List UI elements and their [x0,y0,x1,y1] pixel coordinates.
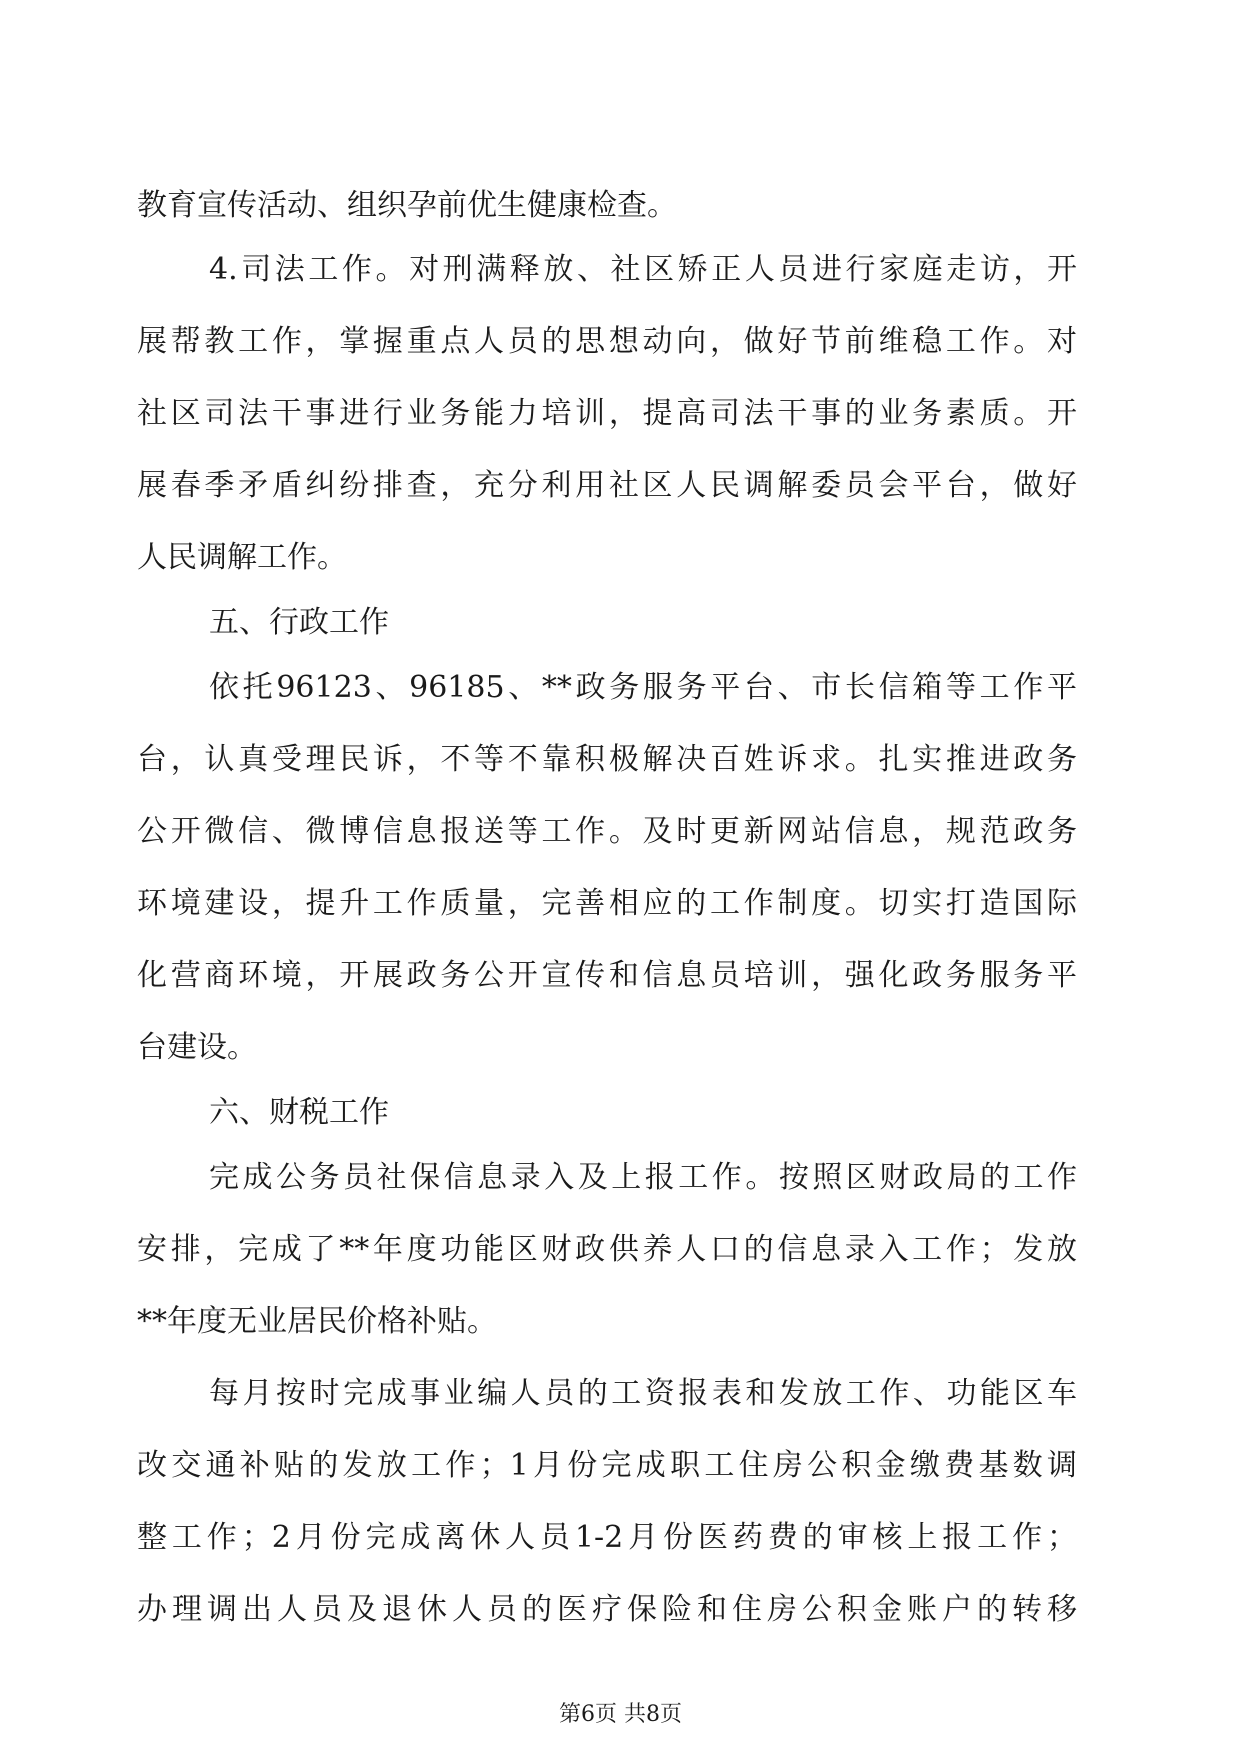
body-line: 整工作；2月份完成离休人员1-2月份医药费的审核上报工作； [137,1520,1077,1555]
body-line: 改交通补贴的发放工作；1月份完成职工住房公积金缴费基数调 [137,1448,1077,1483]
body-line: 安排，完成了**年度功能区财政供养人口的信息录入工作；发放 [137,1232,1077,1267]
body-line: 人民调解工作。 [137,540,347,575]
paragraph-judicial-start: 4.司法工作。对刑满释放、社区矫正人员进行家庭走访，开 [209,252,1077,287]
body-line: 公开微信、微博信息报送等工作。及时更新网站信息，规范政务 [137,814,1077,849]
body-line: 展春季矛盾纠纷排查，充分利用社区人民调解委员会平台，做好 [137,468,1077,503]
paragraph-salary-start: 每月按时完成事业编人员的工资报表和发放工作、功能区车 [209,1376,1077,1411]
body-line: 社区司法干事进行业务能力培训，提高司法干事的业务素质。开 [137,396,1077,431]
body-line: 台，认真受理民诉，不等不靠积极解决百姓诉求。扎实推进政务 [137,742,1077,777]
paragraph-admin-start: 依托96123、96185、**政务服务平台、市长信箱等工作平 [209,670,1077,705]
body-line: 办理调出人员及退休人员的医疗保险和住房公积金账户的转移 [137,1592,1077,1627]
body-line: 教育宣传活动、组织孕前优生健康检查。 [137,188,677,223]
paragraph-finance-start: 完成公务员社保信息录入及上报工作。按照区财政局的工作 [209,1160,1077,1195]
section-heading-admin: 五、行政工作 [209,605,389,640]
body-line: **年度无业居民价格补贴。 [137,1304,497,1339]
body-line: 台建设。 [137,1030,257,1065]
body-line: 环境建设，提升工作质量，完善相应的工作制度。切实打造国际 [137,886,1077,921]
body-line: 展帮教工作，掌握重点人员的思想动向，做好节前维稳工作。对 [137,324,1077,359]
section-heading-finance: 六、财税工作 [209,1095,389,1130]
page-footer: 第6页 共8页 [559,1702,682,1727]
body-line: 化营商环境，开展政务公开宣传和信息员培训，强化政务服务平 [137,958,1077,993]
